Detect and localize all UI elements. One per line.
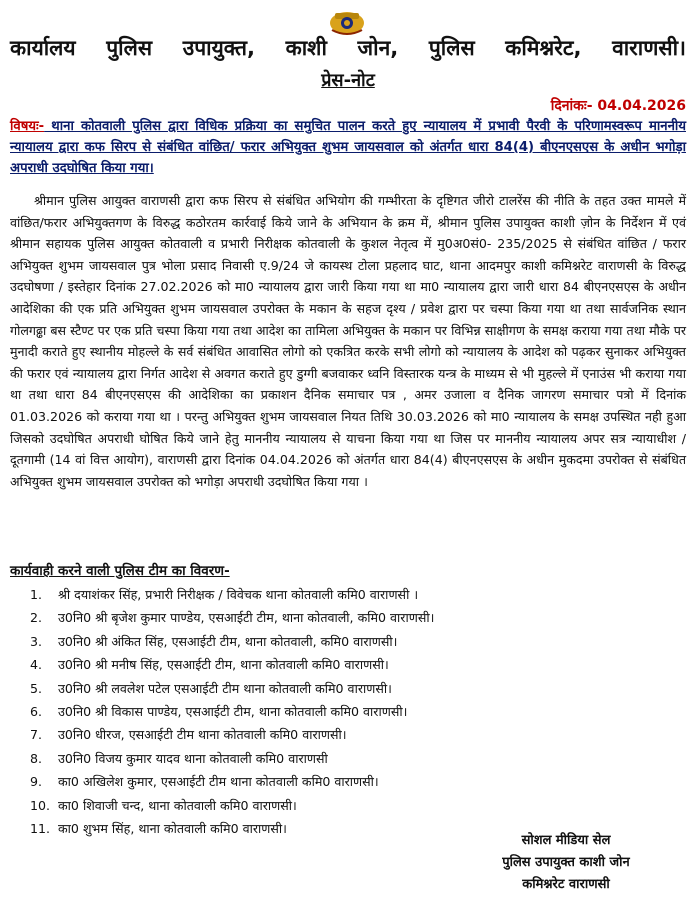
office-title bbox=[10, 34, 686, 64]
list-text: उ0नि0 श्री मनीष सिंह, एसआईटी टीम, थाना कोतवाली कमि0 वाराणसी। bbox=[58, 657, 389, 673]
list-number: 2. bbox=[30, 610, 43, 626]
list-item bbox=[30, 794, 434, 817]
list-text: उ0नि0 श्री बृजेश कुमार पाण्डेय, एसआईटी टीम, थाना कोतवाली, कमि0 वाराणसी। bbox=[58, 610, 435, 626]
list-item bbox=[30, 677, 434, 700]
list-text: उ0नि0 श्री अंकित सिंह, एसआईटी टीम, थाना कोतवाली, कमि0 वाराणसी। bbox=[58, 633, 398, 649]
list-item bbox=[30, 723, 434, 746]
signature-line: पुलिस उपायुक्त काशी जोन bbox=[502, 855, 630, 870]
list-item bbox=[30, 700, 434, 723]
list-text: उ0नि0 श्री लवलेश पटेल एसआईटी टीम थाना कोतवाली कमि0 वाराणसी। bbox=[58, 680, 392, 696]
office-word: जोन, bbox=[357, 36, 399, 60]
signature-line: कमिश्नरेट वाराणसी bbox=[522, 877, 610, 892]
office-word: कार्यालय bbox=[10, 36, 76, 60]
list-number: 7. bbox=[30, 727, 43, 743]
subject-text: थाना कोतवाली पुलिस द्वारा विधिक प्रक्रिया का समुचित पालन करते हुए न्यायालय में प्रभावी पैरवी के परिणामस्वरूप माननीय न्यायालय द्वारा कफ सिरप से संबंधित वांछित/ फरार अभियुक्त शुभम जायसवाल को अंतर्गत धारा 84(4) बीएनएसएस के अधीन भगोड़ा अपराधी उदघोषित किया गया। bbox=[10, 119, 686, 176]
list-number: 8. bbox=[30, 750, 43, 766]
subject-block bbox=[10, 116, 686, 179]
office-word: काशी bbox=[285, 36, 327, 60]
press-note-heading bbox=[0, 68, 696, 92]
list-text: उ0नि0 धीरज, एसआईटी टीम थाना कोतवाली कमि0 वाराणसी। bbox=[58, 727, 347, 743]
list-item bbox=[30, 653, 434, 676]
office-word: पुलिस bbox=[428, 36, 475, 60]
list-number: 4. bbox=[30, 657, 43, 673]
list-text: श्री दयाशंकर सिंह, प्रभारी निरीक्षक / विवेचक थाना कोतवाली कमि0 वाराणसी । bbox=[58, 587, 419, 602]
list-number: 11. bbox=[30, 820, 51, 836]
list-item bbox=[30, 747, 434, 770]
list-text: का0 शिवाजी चन्द, थाना कोतवाली कमि0 वाराणसी। bbox=[58, 797, 297, 813]
police-emblem-icon bbox=[328, 8, 366, 36]
list-number: 1. bbox=[30, 587, 43, 602]
signature-block bbox=[476, 830, 656, 896]
list-item bbox=[30, 606, 434, 629]
office-word: कमिश्नरेट, bbox=[505, 36, 582, 60]
list-number: 5. bbox=[30, 680, 43, 696]
list-item bbox=[30, 583, 434, 606]
list-item bbox=[30, 630, 434, 653]
list-item bbox=[30, 770, 434, 793]
list-text: उ0नि0 श्री विकास पाण्डेय, एसआईटी टीम, थाना कोतवाली कमि0 वाराणसी। bbox=[58, 703, 408, 719]
signature-line: सोशल मीडिया सेल bbox=[521, 833, 611, 848]
subject-label: विषयः- bbox=[10, 119, 45, 134]
team-heading: कार्यवाही करने वाली पुलिस टीम का विवरण- bbox=[10, 563, 230, 579]
body-paragraph: श्रीमान पुलिस आयुक्त वाराणसी द्वारा कफ सिरप से संबंधित अभियोग की गम्भीरता के दृष्टिगत जीरो टालरेंस की नीति के तहत उक्त मामले में वांछित/फरार अभियुक्तगण के विरुद्ध कठोरतम कार्रवाई किये जाने के अभियान के क्रम में, श्रीमान पुलिस उपायुक्त काशी ज़ोन के निर्देशन में एवं श्रीमान सहायक पुलिस आयुक्त कोतवाली व प्रभारी निरीक्षक कोतवाली के कुशल नेतृत्व में मु0अ0सं0- 235/2025 से संबंधित वांछित / फरार अभियुक्त शुभम जायसवाल पुत्र भोला प्रसाद निवासी ए.9/24 जे कायस्थ टोला प्रहलाद घाट, थाना आदमपुर काशी कमिश्नरेट वाराणसी के विरुद्ध उदघोषणा / इस्तेहार दिनांक 27.02.2026 को मा0 न्यायालय द्वारा जारी किया गया था मा0 न्यायालय द्वारा जारी धारा 84 बीएनएसएस के अधीन आदेशिका की एक प्रति अभियुक्त शुभम जायसवाल उपरोक्त के मकान के सहज दृश्य / प्रवेश द्वारा पर चस्पा किया गया था तथा सार्वजनिक स्थान गोलगढ्ढा बस स्टैण्ट पर एक प्रति चस्पा किया गया तथा आदेश का तामिला अभियुक्त के मकान पर विभिन्न साक्षीगण के समक्ष कराया गया तथा मौके पर मुनादी कराते हुए स्थानीय मोहल्ले के सर्व संबंधित आवासित लोगो को एकत्रित करके सभी लोगो को न्यायालय के आदेश को पढ़कर सुनाकर अभियुक्त की फरार एवं न्यायालय द्वारा निर्गत आदेश से अवगत कराते हुए डुग्गी बजवाकर ध्वनि विस्तारक यन्त्र के माध्यम से भी मुहल्ले में एनाउंस भी कराया गया था तथा धारा 84 बीएनएसएस की आदेशिका का प्रकाशन दैनिक समाचार पत्र , अमर उजाला व दैनिक जागरण समाचार पत्रो में दिनांक 01.03.2026 को कराया गया था । परन्तु अभियुक्त शुभम जायसवाल नियत तिथि 30.03.2026 को मा0 न्यायालय के समक्ष उपस्थित नही हुआ जिसको उदघोषित अपराधी घोषित किये जाने हेतु माननीय न्यायालय से याचना किया गया था जिस पर माननीय न्यायालय अपर सत्र न्यायाधीश / दूतगामी (14 वां वित्त आयोग), वाराणसी द्वारा दिनांक 04.04.2026 को अंतर्गत धारा 84(4) बीएनएसएस के अधीन मुकदमा उपरोक्त से संबंधित अभियुक्त शुभम जायसवाल उपरोक्त को भगोड़ा अपराधी उदघोषित किया गया । bbox=[10, 193, 686, 489]
office-word: वाराणसी। bbox=[612, 36, 686, 60]
list-number: 10. bbox=[30, 797, 51, 813]
office-word: पुलिस bbox=[106, 36, 153, 60]
press-note-title: प्रेस-नोट bbox=[321, 70, 375, 91]
office-word: उपायुक्त, bbox=[182, 36, 255, 60]
list-number: 3. bbox=[30, 633, 43, 649]
list-text: का0 शुभम सिंह, थाना कोतवाली कमि0 वाराणसी। bbox=[58, 820, 287, 836]
list-text: का0 अखिलेश कुमार, एसआईटी टीम थाना कोतवाली कमि0 वाराणसी। bbox=[58, 774, 379, 790]
list-number: 6. bbox=[30, 703, 43, 719]
team-list bbox=[30, 583, 434, 840]
list-number: 9. bbox=[30, 774, 43, 790]
document-date: दिनांकः- 04.04.2026 bbox=[550, 98, 686, 114]
list-item bbox=[30, 817, 434, 840]
list-text: उ0नि0 विजय कुमार यादव थाना कोतवाली कमि0 वाराणसी bbox=[58, 750, 328, 766]
